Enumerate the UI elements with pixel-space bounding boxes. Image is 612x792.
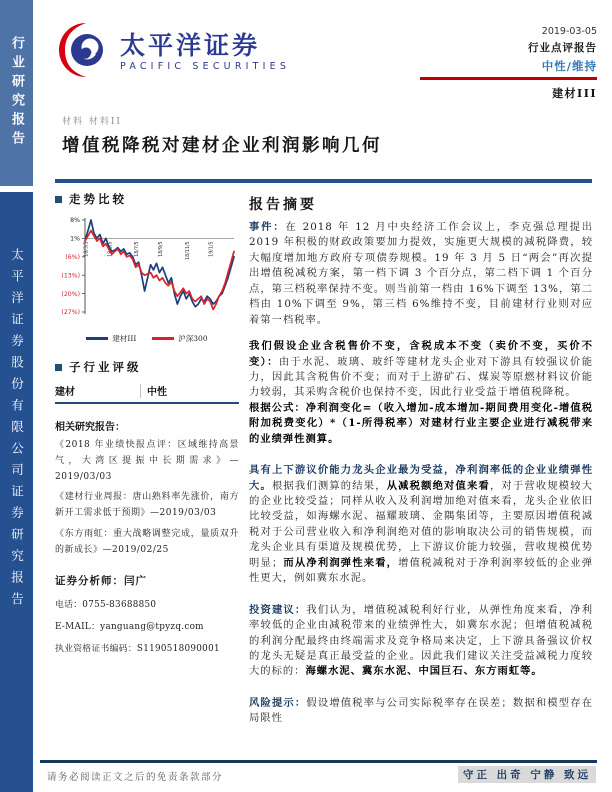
trend-section-title: 走势比较 bbox=[69, 192, 127, 206]
svg-text:18/11/5: 18/11/5 bbox=[185, 241, 191, 260]
analyst-name: 闫广 bbox=[124, 575, 147, 588]
sidebar-band-bottom bbox=[0, 192, 33, 792]
text-run: 风险提示： bbox=[249, 696, 307, 709]
subrating-row bbox=[55, 383, 239, 404]
svg-text:18/9/5: 18/9/5 bbox=[159, 241, 164, 257]
breadcrumb: 材料 材料II bbox=[62, 117, 122, 127]
chart-legend bbox=[55, 333, 239, 344]
report-meta bbox=[420, 26, 597, 101]
legend-item bbox=[152, 333, 207, 344]
phone-label: 电话： bbox=[55, 600, 83, 611]
footer-disclaimer: 请务必阅读正文之后的免责条款部分 bbox=[47, 772, 224, 783]
text-run: 从减税额绝对值来看 bbox=[386, 479, 490, 492]
left-column bbox=[55, 191, 239, 654]
subrating-section bbox=[55, 359, 239, 404]
text-run: 我们认为，增值税减税利好行业，从弹性角度来看，净利率较低的企业由减税带来的业绩弹性大，如冀东水泥；但增值税减税的利润分配最终由终端需求及竞争格局来决定，上下游具备强议价权的龙头无疑是真正最受益的企业。因此我们建议关注受益减税力度较大的标的： bbox=[249, 603, 594, 678]
svg-text:(6%): (6%) bbox=[65, 254, 80, 261]
license-value: S1190518090001 bbox=[136, 644, 220, 655]
related-report-item: 《建材行业周报：唐山熟料率先涨价，南方新开工需求低于预期》—2019/03/03 bbox=[55, 492, 239, 518]
analyst-label: 证券分析师： bbox=[55, 575, 124, 588]
section-bullet-icon bbox=[55, 364, 62, 371]
svg-text:18/3/5: 18/3/5 bbox=[84, 241, 90, 257]
summary-paragraph bbox=[249, 339, 593, 401]
text-run: 具有上下游议价能力龙头企业最为受益，净利润率低的企业业绩弹性大。 bbox=[249, 464, 593, 492]
summary-paragraph bbox=[249, 220, 593, 328]
sidebar-band-top bbox=[0, 0, 33, 186]
summary-paragraph bbox=[249, 463, 593, 587]
summary-heading: 报告摘要 bbox=[249, 197, 317, 213]
sidebar-bottom-label: 太平洋证券股份有限公司证券研究报告 bbox=[9, 248, 25, 614]
subrating-value: 中性 bbox=[147, 387, 167, 398]
text-run: 由于水泥、玻璃、玻纤等建材龙头企业对下游具有较强议价能力，因此其含税售价不变；而对于上游矿石、煤炭等原燃材料议价能力较弱，其采购含税价也保持不变，因此行业受益于增值税降税。 bbox=[249, 355, 594, 399]
text-run: ，对于营收规模较大的企业比较受益；同样从收入及利润增加绝对值来看，龙头企业依旧比较受益，如海螺水泥、福耀玻璃、金隅集团等，主要原因增值税减税对于公司营业收入和净利润绝对值的影响取决公司的销售规模，而龙头企业具有渠道及规模优势，上下游议价能力较强，营收规模优势明显； bbox=[249, 479, 594, 569]
legend-label: 建材III bbox=[112, 334, 137, 343]
subrating-section-title: 子行业评级 bbox=[69, 360, 142, 374]
email-label: E-MAIL： bbox=[55, 622, 101, 633]
related-report-item: 《东方雨虹：重大战略调整完成，量质双升的新成长》—2019/02/25 bbox=[55, 528, 239, 555]
svg-text:8%: 8% bbox=[70, 217, 80, 225]
summary-paragraph bbox=[249, 696, 593, 727]
license-line bbox=[55, 641, 239, 654]
report-date: 2019-03-05 bbox=[541, 26, 597, 37]
text-run: 海螺水泥、冀东水泥、中国巨石、东方雨虹等。 bbox=[305, 665, 543, 678]
industry-rating: 中性/维持 bbox=[541, 59, 597, 73]
text-run: 假设增值税率与公司实际税率存在误差；数据和模型存在局限性 bbox=[249, 696, 594, 725]
section-bullet-icon bbox=[55, 196, 62, 203]
text-run: 我们假设企业含税售价不变，含税成本不变（卖价不变，买价不变）： bbox=[249, 340, 593, 368]
summary-paragraph bbox=[249, 401, 593, 447]
email-line bbox=[55, 619, 239, 632]
license-label: 执业资格证书编码： bbox=[55, 644, 137, 655]
industry-name: 建材III bbox=[552, 87, 597, 100]
subrating-name: 建材 bbox=[55, 387, 75, 398]
page-title: 增值税降税对建材企业利润影响几何 bbox=[62, 136, 382, 156]
related-reports-section bbox=[55, 418, 239, 558]
brand-logo bbox=[58, 22, 290, 82]
svg-text:19/1/5: 19/1/5 bbox=[209, 241, 215, 257]
logo-english-name: PACIFIC SECURITIES bbox=[120, 60, 291, 72]
text-run: 投资建议： bbox=[249, 603, 307, 616]
text-run: 根据公式：净利润变化=（收入增加-成本增加-期间费用变化-增值税附加税费变化）*（1-所得税率）对建材行业主要企业进行减税带来的业绩弹性测算。 bbox=[249, 401, 593, 445]
summary-paragraph bbox=[249, 603, 593, 680]
report-type: 行业点评报告 bbox=[528, 42, 597, 54]
phone-value: 0755-83688850 bbox=[82, 600, 157, 611]
trend-comparison-chart bbox=[55, 214, 239, 332]
legend-item bbox=[86, 333, 136, 344]
legend-label: 沪深300 bbox=[178, 334, 208, 343]
trend-section-header bbox=[55, 191, 239, 207]
sidebar-top-label: 行业研究报告 bbox=[9, 36, 24, 150]
svg-text:18/7/5: 18/7/5 bbox=[135, 241, 141, 257]
svg-text:(13%): (13%) bbox=[61, 272, 80, 280]
text-run: 在 2018 年 12 月中央经济工作会议上，李克强总理提出 2019 年积极的财政政策要加力提效，实施更大规模的减税降费，较大幅度增加地方政府专项债券规模。19 年 3 月 5 日“两会”再次提出增值税减税方案，第一档下调 3 个百分点，第二档下调 1 个百分点，第三档税率保持不变。则当前第一档由 16%下调至 13%，第二档由 10%下调至 9%，第三档 6%维持不变，目前建材行业则对应着第一档税率。 bbox=[249, 221, 593, 326]
text-run: 根据我们测算的结果， bbox=[271, 479, 387, 492]
footer-divider bbox=[40, 760, 597, 763]
related-reports-label: 相关研究报告： bbox=[55, 422, 125, 433]
svg-text:(20%): (20%) bbox=[61, 290, 80, 298]
summary-body bbox=[249, 220, 593, 727]
analyst-section bbox=[55, 573, 239, 654]
related-report-item: 《2018 年业绩快报点评：区域维持高景气，大湾区提振中长期需求》—2019/03/03 bbox=[55, 440, 239, 482]
text-run: 而从净利润弹性来看， bbox=[283, 556, 399, 569]
svg-text:1%: 1% bbox=[70, 235, 80, 243]
logo-chinese-name: 太平洋证券 bbox=[120, 30, 261, 60]
pacific-securities-logo-icon bbox=[58, 22, 110, 82]
summary-column bbox=[249, 194, 593, 727]
text-run: 增值税减税对于净利润率较低的企业弹性更大，例如冀东水泥。 bbox=[249, 556, 594, 585]
analyst-line bbox=[55, 573, 239, 588]
title-divider bbox=[55, 179, 592, 183]
subrating-section-header bbox=[55, 359, 239, 375]
email-value: yanguang@tpyzq.com bbox=[100, 622, 204, 633]
legend-line-swatch bbox=[86, 337, 108, 339]
legend-line-swatch bbox=[152, 337, 174, 339]
rating-underline bbox=[420, 77, 597, 80]
phone-line bbox=[55, 597, 239, 610]
text-run: 事件： bbox=[249, 221, 286, 233]
footer-motto: 守正 出奇 宁静 致远 bbox=[458, 766, 596, 783]
svg-text:18/5/5: 18/5/5 bbox=[108, 241, 114, 257]
svg-text:(27%): (27%) bbox=[61, 309, 80, 317]
cell-divider bbox=[140, 384, 141, 398]
